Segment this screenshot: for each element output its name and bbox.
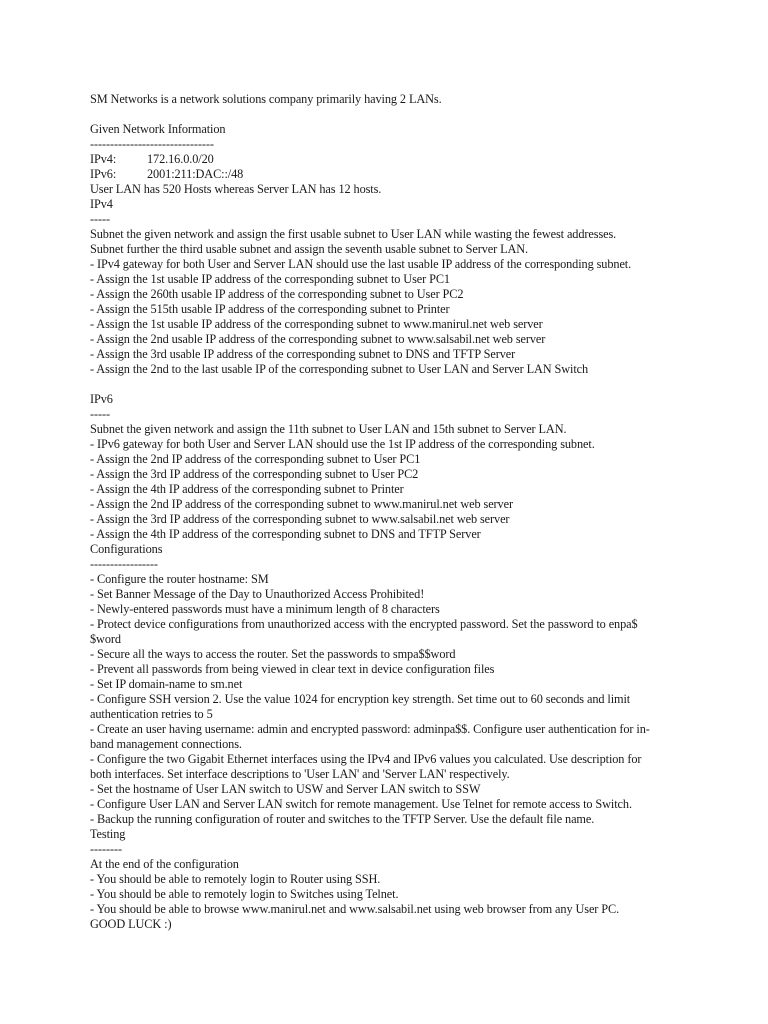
ipv4-section [90,197,690,377]
hosts-text: User LAN has 520 Hosts whereas Server LAN has 12 hosts. [90,182,382,196]
ipv6-value: 2001:211:DAC::/48 [147,167,244,181]
ipv4-row [90,152,690,167]
configurations-section [90,542,690,827]
list-item: - Backup the running configuration of router and switches to the TFTP Server. Use the default file name. [90,812,595,826]
list-item: - Configure SSH version 2. Use the value 1024 for encryption key strength. Set time out to 60 seconds and limit [90,692,631,706]
list-item: - Assign the 2nd IP address of the corresponding subnet to User PC1 [90,452,421,466]
list-item: - Newly-entered passwords must have a minimum length of 8 characters [90,602,440,616]
section-title-given: Given Network Information [90,122,226,136]
ipv6-label: IPv6: [90,167,117,181]
list-item: - You should be able to remotely login to Switches using Telnet. [90,887,399,901]
list-item: - Set the hostname of User LAN switch to USW and Server LAN switch to SSW [90,782,481,796]
list-item: authentication retries to 5 [90,707,213,721]
list-item: - Create an user having username: admin and encrypted password: adminpa$$. Configure user authentication for in- [90,722,650,736]
section-rule: ----- [90,407,110,421]
list-item: band management connections. [90,737,242,751]
list-item: - Assign the 2nd to the last usable IP of the corresponding subnet to User LAN and Server LAN Switch [90,362,589,376]
section-title-configurations: Configurations [90,542,163,556]
list-item: - IPv6 gateway for both User and Server LAN should use the 1st IP address of the corresponding subnet. [90,437,595,451]
list-item: - Configure User LAN and Server LAN switch for remote management. Use Telnet for remote access to Switch. [90,797,632,811]
section-rule: ----- [90,212,110,226]
section-rule: -------- [90,842,122,856]
list-item: - Assign the 3rd usable IP address of the corresponding subnet to DNS and TFTP Server [90,347,516,361]
list-item: - Assign the 4th IP address of the corresponding subnet to Printer [90,482,404,496]
list-item: - Set Banner Message of the Day to Unauthorized Access Prohibited! [90,587,425,601]
list-item: - Assign the 1st usable IP address of the corresponding subnet to www.manirul.net web server [90,317,543,331]
ipv6-section [90,392,690,542]
list-item: - Prevent all passwords from being viewed in clear text in device configuration files [90,662,495,676]
list-item: - Secure all the ways to access the router. Set the passwords to smpa$$word [90,647,456,661]
spacer [90,377,690,392]
list-item: Subnet further the third usable subnet and assign the seventh usable subnet to Server LAN. [90,242,529,256]
ipv6-row [90,167,690,182]
section-title-ipv6: IPv6 [90,392,113,406]
ipv4-value: 172.16.0.0/20 [147,152,214,166]
list-item: - Assign the 2nd IP address of the corresponding subnet to www.manirul.net web server [90,497,513,511]
list-item: - Configure the router hostname: SM [90,572,269,586]
given-network-section [90,122,690,197]
list-item: - Assign the 260th usable IP address of the corresponding subnet to User PC2 [90,287,464,301]
section-title-ipv4: IPv4 [90,197,113,211]
list-item: - Assign the 4th IP address of the corresponding subnet to DNS and TFTP Server [90,527,481,541]
list-item: - You should be able to remotely login to Router using SSH. [90,872,381,886]
intro-text: SM Networks is a network solutions company primarily having 2 LANs. [90,92,442,106]
list-item: - Set IP domain-name to sm.net [90,677,243,691]
closing-text: GOOD LUCK :) [90,917,172,931]
list-item: - Assign the 2nd usable IP address of the corresponding subnet to www.salsabil.net web server [90,332,546,346]
list-item: $word [90,632,121,646]
list-item: - Assign the 3rd IP address of the corresponding subnet to www.salsabil.net web server [90,512,510,526]
list-item: - Assign the 515th usable IP address of the corresponding subnet to Printer [90,302,450,316]
section-rule: ----------------- [90,557,158,571]
list-item: - Configure the two Gigabit Ethernet interfaces using the IPv4 and IPv6 values you calculated. Use description for [90,752,642,766]
list-item: - Assign the 3rd IP address of the corresponding subnet to User PC2 [90,467,419,481]
testing-section [90,827,690,932]
list-item: - You should be able to browse www.manirul.net and www.salsabil.net using web browser from any User PC. [90,902,620,916]
section-rule: ------------------------------- [90,137,214,151]
list-item: - IPv4 gateway for both User and Server LAN should use the last usable IP address of the corresponding subnet. [90,257,632,271]
list-item: At the end of the configuration [90,857,239,871]
list-item: Subnet the given network and assign the 11th subnet to User LAN and 15th subnet to Server LAN. [90,422,567,436]
list-item: - Protect device configurations from unauthorized access with the encrypted password. Set the password to enpa$ [90,617,638,631]
list-item: - Assign the 1st usable IP address of the corresponding subnet to User PC1 [90,272,450,286]
list-item: Subnet the given network and assign the first usable subnet to User LAN while wasting the fewest addresses. [90,227,617,241]
ipv4-label: IPv4: [90,152,117,166]
list-item: both interfaces. Set interface descriptions to 'User LAN' and 'Server LAN' respectively. [90,767,510,781]
document-body [90,92,690,932]
spacer [90,107,690,122]
section-title-testing: Testing [90,827,126,841]
